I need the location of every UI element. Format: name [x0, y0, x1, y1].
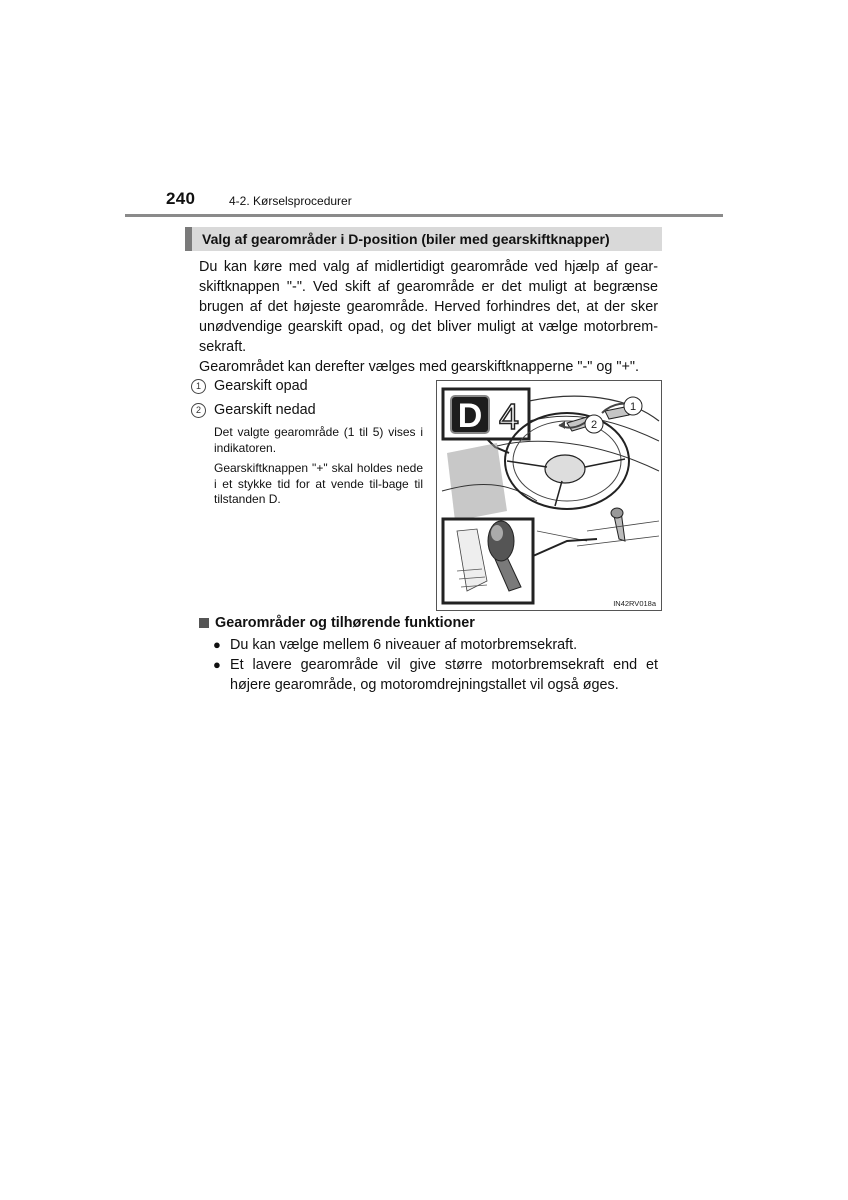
- subsection-title: Gearområder og tilhørende funktioner: [215, 615, 475, 631]
- gear-indicator-letter: D: [457, 397, 483, 435]
- intro-text: [199, 257, 658, 377]
- step-label-1: Gearskift opad: [214, 378, 308, 394]
- figure-code: IN42RV018a: [613, 599, 656, 608]
- heading-title: Valg af gearområder i D-position (biler med gearskiftknapper): [202, 231, 610, 247]
- section-label: 4-2. Kørselsprocedurer: [229, 194, 352, 208]
- bullet-item-1: [213, 635, 658, 655]
- callout-2: 2: [590, 419, 598, 431]
- bullet-dot-icon: ●: [213, 637, 221, 652]
- header-rule: [125, 214, 723, 217]
- gear-indicator-number: 4: [498, 396, 520, 437]
- callout-1: 1: [629, 401, 637, 413]
- step-1: [191, 377, 308, 395]
- figure-illustration: [436, 380, 662, 611]
- dashboard-illustration: [437, 381, 662, 611]
- page-number: 240: [166, 189, 196, 208]
- bullet-text-1: Du kan vælge mellem 6 niveauer af motorbremsekraft.: [230, 637, 578, 653]
- shift-lever-inset: [443, 519, 533, 603]
- bullet-text-2: Et lavere gearområde vil give større motorbremsekraft end et højere gearområde, og motoromdrejningstallet vil også øges.: [230, 657, 658, 693]
- step-label-2: Gearskift nedad: [214, 402, 316, 418]
- bullet-dot-icon: ●: [213, 657, 221, 672]
- square-bullet-icon: [199, 618, 209, 628]
- intro-paragraph-1: Du kan køre med valg af midlertidigt gearområde ved hjælp af gear-skiftknappen "-". Ved skift af gearområde er det muligt at begrænse brugen af det højeste gearområde. Herved forhindres det, at der sker unødvendige gearskift opad, og det bliver muligt at vælge motorbrem-sekraft.: [199, 259, 658, 355]
- bullet-item-2: [213, 655, 658, 695]
- step-marker-2: 2: [191, 403, 206, 418]
- note-2: Gearskiftknappen "+" skal holdes nede i et stykke tid for at vende til-bage til tilstanden D.: [214, 461, 423, 506]
- step-marker-1: 1: [191, 379, 206, 394]
- heading-bar: [185, 227, 662, 251]
- intro-paragraph-2: Gearområdet kan derefter vælges med gearskiftknapperne "-" og "+".: [199, 359, 639, 375]
- subsection-heading: [199, 615, 475, 631]
- step-2: [191, 401, 316, 419]
- note-1: Det valgte gearområde (1 til 5) vises i indikatoren.: [214, 425, 423, 455]
